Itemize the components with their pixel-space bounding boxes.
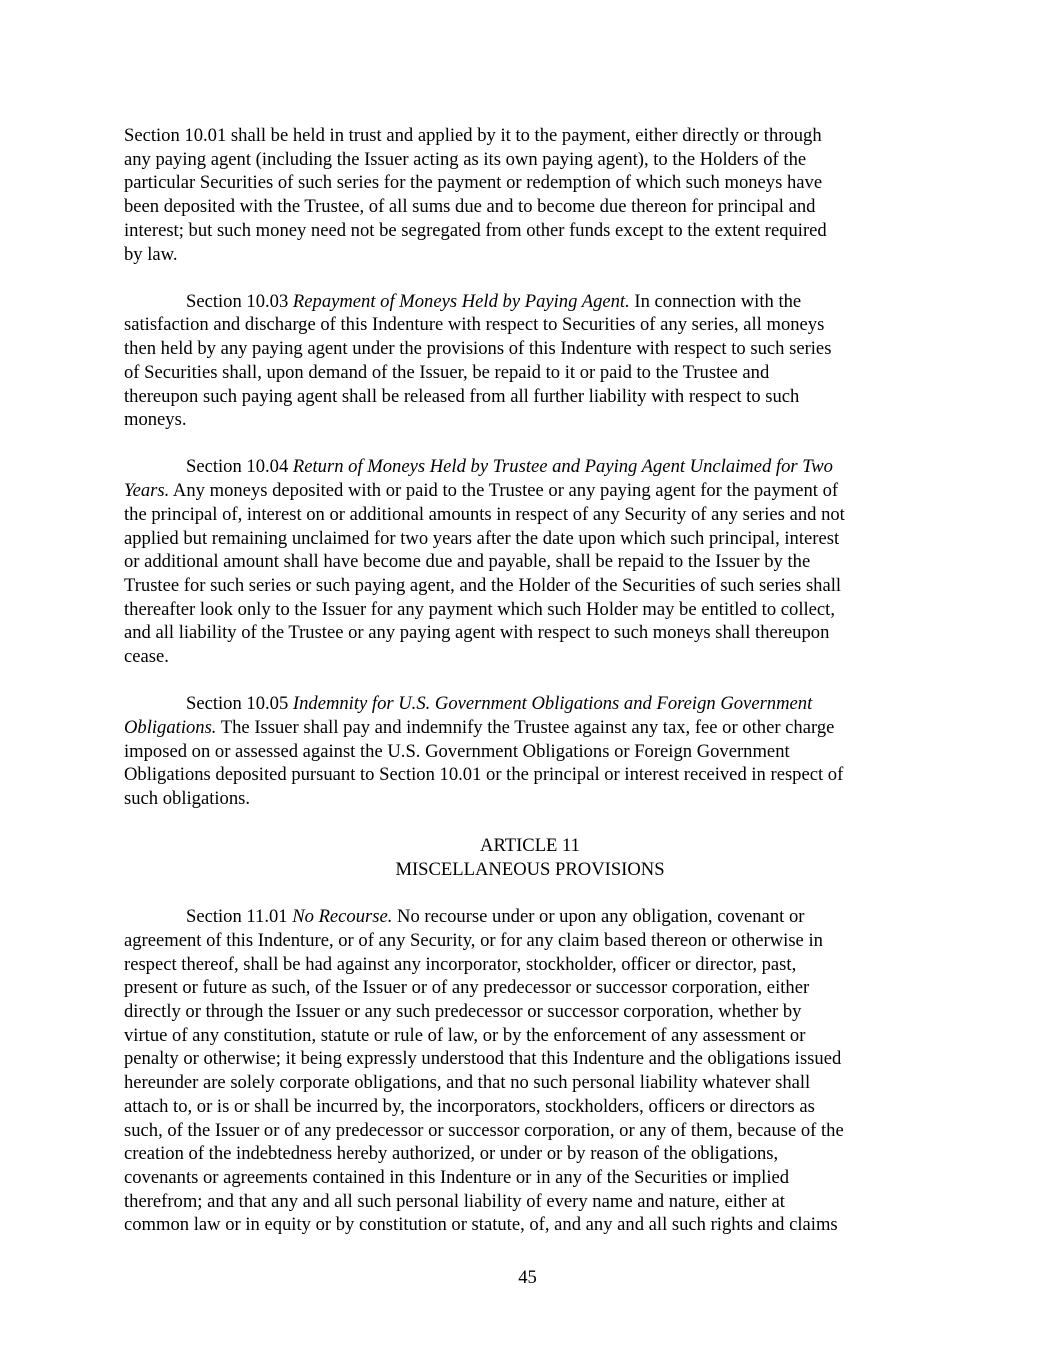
section-10-05-body: The Issuer shall pay and indemnify the Trustee against any tax, fee or other charge imposed on or assessed against the U.S. Government Obligations or Foreign Government Obligations deposited pursuant to Section 10.01 or the principal or interest received in respect of such obligations. xyxy=(124,716,844,810)
section-10-05 xyxy=(124,692,936,811)
section-10-03-title: Repayment of Moneys Held by Paying Agent. xyxy=(292,290,630,312)
section-10-04-title: Return of Moneys Held by Trustee and Paying Agent Unclaimed for Two Years. xyxy=(124,456,833,502)
section-11-01-number: Section 11.01 xyxy=(186,906,293,928)
article-number: ARTICLE 11 xyxy=(480,835,580,857)
section-10-03-body: In connection with the satisfaction and discharge of this Indenture with respect to Securities of any series, all moneys then held by any paying agent under the provisions of this Indenture with respect to such series of Securities shall, upon demand of the Issuer, be repaid to it or paid to the Trustee and thereupon such paying agent shall be released from all further liability with respect to such moneys. xyxy=(124,290,832,431)
section-10-04-number: Section 10.04 xyxy=(186,456,293,478)
section-10-03 xyxy=(124,290,936,432)
section-10-05-number: Section 10.05 xyxy=(186,693,293,715)
section-11-01-title: No Recourse. xyxy=(292,906,393,928)
section-10-04 xyxy=(124,455,936,668)
section-11-01-body: No recourse under or upon any obligation, covenant or agreement of this Indenture, or of any Security, or for any claim based thereon or otherwise in respect thereof, shall be had against any incorporator, stockholder, officer or director, past, present or future as such, of the Issuer or of any predecessor or successor corporation, either directly or through the Issuer or any such predecessor or successor corporation, whether by virtue of any constitution, statute or rule of law, or by the enforcement of any assessment or penalty or otherwise; it being expressly understood that this Indenture and the obligations issued hereunder are solely corporate obligations, and that no such personal liability whatever shall attach to, or is or shall be incurred by, the incorporators, stockholders, officers or directors as such, of the Issuer or of any predecessor or successor corporation, or any of them, because of the creation of the indebtedness hereby authorized, or under or by reason of the obligations, covenants or agreements contained in this Indenture or in any of the Securities or implied therefrom; and that any and all such personal liability of every name and nature, either at common law or in equity or by constitution or statute, of, and any and all such rights and claims xyxy=(124,906,844,1236)
section-10-05-title: Indemnity for U.S. Government Obligations and Foreign Government Obligations. xyxy=(124,693,813,738)
page-number: 45 xyxy=(518,1267,537,1288)
article-heading xyxy=(124,834,936,881)
section-10-03-number: Section 10.03 xyxy=(186,290,293,312)
section-11-01 xyxy=(124,905,936,1237)
document-page xyxy=(124,124,936,1261)
article-title: MISCELLANEOUS PROVISIONS xyxy=(395,858,665,880)
paragraph-continuation-10-01: Section 10.01 shall be held in trust and applied by it to the payment, either directly or through any paying agent (including the Issuer acting as its own paying agent), to the Holders of the particular Securities of such series for the payment or redemption of which such moneys have been deposited with the Trustee, of all sums due and to become due thereon for principal and interest; but such money need not be segregated from other funds except to the extent required by law. xyxy=(124,125,827,265)
section-10-04-body: Any moneys deposited with or paid to the Trustee or any paying agent for the payment of the principal of, interest on or additional amounts in respect of any Security of any series and not applied but remaining unclaimed for two years after the date upon which such principal, interest or additional amount shall have become due and payable, shall be repaid to the Issuer by the Trustee for such series or such paying agent, and the Holder of the Securities of such series shall thereafter look only to the Issuer for any payment which such Holder may be entitled to collect, and all liability of the Trustee or any paying agent with respect to such moneys shall thereupon cease. xyxy=(124,480,845,668)
